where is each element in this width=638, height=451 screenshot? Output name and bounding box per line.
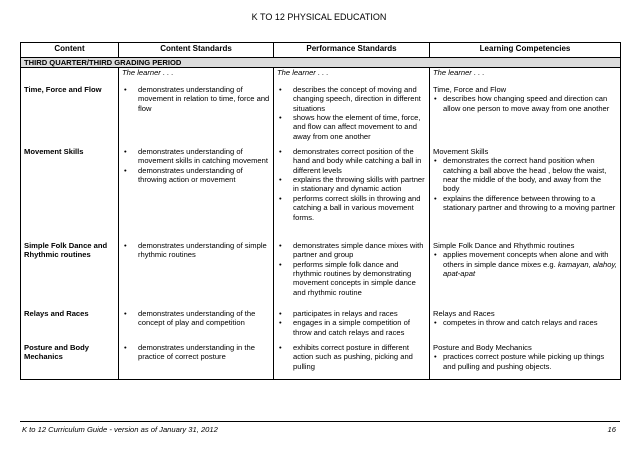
footer-text: K to 12 Curriculum Guide - version as of January 31, 2012	[22, 425, 218, 434]
standards-cell	[119, 308, 274, 342]
content-cell: Relays and Races	[21, 308, 119, 342]
performance-cell	[274, 146, 430, 240]
list-item: • demonstrates simple dance mixes with partner and group	[277, 241, 426, 260]
column-header-learning-competencies: Learning Competencies	[430, 43, 621, 58]
standards-cell	[119, 240, 274, 308]
table-row	[21, 78, 621, 146]
competency-title: Relays and Races	[433, 308, 495, 318]
competency-cell	[430, 342, 621, 380]
list-item: • demonstrates correct position of the hand and body while catching a ball in different levels	[277, 147, 426, 175]
table-row	[21, 342, 621, 380]
list-item: • demonstrates understanding of movement in relation to time, force and flow	[122, 85, 270, 113]
competency-title: Simple Folk Dance and Rhythmic routines	[433, 240, 575, 250]
content-cell: Posture and Body Mechanics	[21, 342, 119, 380]
competency-text: applies movement concepts when alone and with others in simple dance mixes e.g.	[443, 250, 609, 269]
content-cell: Simple Folk Dance and Rhythmic routines	[21, 240, 119, 308]
page-title: K TO 12 PHYSICAL EDUCATION	[251, 12, 387, 22]
competency-title: Movement Skills	[433, 146, 489, 156]
table-row	[21, 240, 621, 308]
list-item: • demonstrates understanding of the concept of play and competition	[122, 309, 270, 328]
table-row	[21, 146, 621, 240]
column-header-performance-standards: Performance Standards	[274, 43, 430, 58]
quarter-row	[21, 58, 621, 68]
list-item: • exhibits correct posture in different action such as pushing, picking and pulling	[277, 343, 426, 371]
learner-label: The learner . . .	[430, 68, 621, 78]
learner-label: The learner . . .	[119, 68, 274, 78]
competency-cell	[430, 240, 621, 308]
performance-cell	[274, 78, 430, 146]
standards-cell	[119, 342, 274, 380]
quarter-label: THIRD QUARTER/THIRD GRADING PERIOD	[21, 58, 621, 68]
list-item: • shows how the element of time, force, and flow can affect movement to and away from one another	[277, 113, 426, 141]
content-cell: Time, Force and Flow	[21, 78, 119, 146]
competency-cell	[430, 78, 621, 146]
page-number: 16	[607, 425, 616, 434]
curriculum-table	[20, 42, 621, 380]
list-item: • demonstrates understanding of movement skills in catching movement	[122, 147, 270, 166]
learner-blank	[21, 68, 119, 78]
competency-cell	[430, 308, 621, 342]
performance-cell	[274, 308, 430, 342]
list-item: • explains the throwing skills with partner in stationary and dynamic action	[277, 175, 426, 194]
list-item: • demonstrates understanding of throwing action or movement	[122, 166, 270, 185]
learner-row	[21, 68, 621, 78]
list-item: • performs correct skills in throwing and catching a ball in various movement forms.	[277, 194, 426, 222]
column-header-content-standards: Content Standards	[119, 43, 274, 58]
competency-title: Posture and Body Mechanics	[433, 342, 532, 352]
table-row	[21, 308, 621, 342]
competency-examples: kamayan, alahoy, apat-apat	[443, 259, 617, 279]
performance-cell	[274, 342, 430, 380]
competency-cell	[430, 146, 621, 240]
footer-divider	[20, 421, 620, 422]
list-item: • demonstrates understanding of simple rhythmic routines	[122, 241, 270, 260]
list-item: • participates in relays and races	[277, 309, 426, 318]
list-item: • practices correct posture while picking up things and pulling and pushing objects.	[433, 352, 617, 371]
content-cell: Movement Skills	[21, 146, 119, 240]
standards-cell	[119, 146, 274, 240]
list-item: • performs simple folk dance and rhythmic routines by demonstrating movement concepts in simple dance and rhythmic routine	[277, 260, 426, 298]
table-header-row	[21, 43, 621, 58]
list-item: • demonstrates understanding in the practice of correct posture	[122, 343, 270, 362]
list-item: • engages in a simple competition of throw and catch relays and races	[277, 318, 426, 337]
list-item: • describes how changing speed and direction can allow one person to move away from one another	[433, 94, 617, 113]
competency-title: Time, Force and Flow	[433, 84, 507, 94]
list-item: • competes in throw and catch relays and races	[433, 318, 617, 327]
learner-label: The learner . . .	[274, 68, 430, 78]
standards-cell	[119, 78, 274, 146]
list-item	[433, 250, 617, 278]
column-header-content: Content	[21, 43, 119, 58]
list-item: • describes the concept of moving and changing speech, direction in different situations	[277, 85, 426, 113]
performance-cell	[274, 240, 430, 308]
list-item: • explains the difference between throwing to a stationary partner and throwing to a moving partner	[433, 194, 617, 213]
list-item: • demonstrates the correct hand position when catching a ball above the head , below the waist, near the middle of the body, and away from the body	[433, 156, 617, 194]
